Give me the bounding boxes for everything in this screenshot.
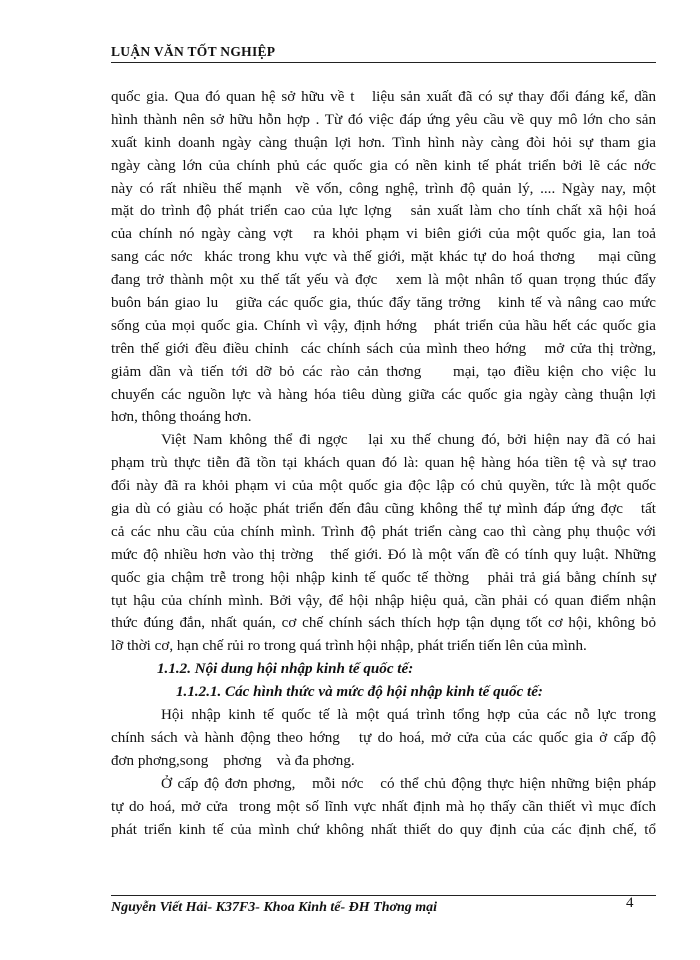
text-line: sang các nớc khác trong khu vực và thế giới, mặt khác tự do hoá thơng mại cũng — [111, 249, 656, 266]
text-line: cả các nhu cầu của chính mình. Trình độ phát triển càng cao thì càng phụ thuộc với — [111, 523, 656, 540]
text-line: xuất kinh doanh ngày càng thuận lợi hơn. Tình hình này càng đòi hỏi sự tham gia — [111, 134, 656, 151]
text-line: quốc gia. Qua đó quan hệ sở hữu về t liệu sản xuất đã có sự thay đổi đáng kể, dần — [111, 89, 656, 105]
text-line: đang trở thành một xu thế tất yếu và đợc xem là một nhân tố quan trọng thúc đẩy — [111, 272, 656, 289]
page-footer — [111, 900, 656, 916]
page-number: 4 — [626, 895, 634, 911]
text-line: gia dù có giàu có hoặc phát triển đến đâu cũng không thể tự mình đáp ứng đợc tất — [111, 501, 656, 518]
text-line: của chính nó ngày càng vợt ra khỏi phạm vi biên giới của một quốc gia, lan toả — [111, 226, 656, 243]
text-line: giảm dần và tiến tới dỡ bỏ các rào cản thơng mại, tạo điều kiện cho việc lu — [111, 363, 656, 380]
document-body — [111, 86, 656, 841]
footer-author: Nguyễn Viết Hải- K37F3- Khoa Kinh tế- ĐH Thơng mại — [111, 900, 438, 915]
subsection-heading: 1.1.2.1. Các hình thức và mức độ hội nhập kinh tế quốc tế: — [176, 684, 543, 701]
text-line: đổi này đã ra khỏi phạm vi của một quốc gia độc lập có chủ quyền, tức là một quốc — [111, 478, 656, 495]
text-line: này có rất nhiều thế mạnh về vốn, công nghệ, trình độ quản lý, .... Ngày nay, một — [111, 180, 656, 197]
text-line: đơn phơng,song phơng và đa phơng. — [111, 752, 355, 769]
text-line: lỡ thời cơ, hạn chế rủi ro trong quá trình hội nhập, phát triển tiến lên của mình. — [111, 638, 587, 655]
text-line: ngày càng lớn của chính phủ các quốc gia có nền kinh tế phát triển bởi lẽ các nớc — [111, 157, 656, 174]
text-line: Việt Nam không thể đi ngợc lại xu thế chung đó, bởi hiện nay đã có hai — [161, 432, 656, 449]
text-line: buôn bán giao lu giữa các quốc gia, thúc đẩy tăng trởng kinh tế và nâng cao mức — [111, 295, 656, 312]
header-title: LUẬN VĂN TỐT NGHIỆP — [111, 44, 276, 59]
text-line: chính sách và hành động theo hớng tự do hoá, mở cửa của các quốc gia ở cấp độ — [111, 729, 656, 746]
text-line: phát triển kinh tế của mình chứ không nhất thiết do quy định của các định chế, tổ — [111, 821, 656, 838]
text-line: hơn, thông thoáng hơn. — [111, 409, 252, 426]
text-line: Ở cấp độ đơn phơng, mỗi nớc có thể chủ động thực hiện những biện pháp — [161, 775, 656, 792]
text-line: tụt hậu của chính mình. Bởi vậy, để hội nhập hiệu quả, cần phải có quan điểm nhận — [111, 592, 656, 609]
text-line: mức độ nhiều hơn vào thị trờng thế giới. Đó là một vấn đề có tính quy luật. Những — [111, 546, 656, 563]
footer-divider — [111, 895, 656, 896]
text-line: mặt do trình độ phát triển cao của lực lợng sản xuất làm cho tính chất xã hội hoá — [111, 203, 656, 220]
text-line: thức đúng đắn, nhất quán, cơ chế chính sách thích hợp tận dụng tốt cơ hội, không bỏ — [111, 615, 656, 632]
page-header — [111, 44, 656, 63]
text-line: tự do hoá, mở cửa trong một số lĩnh vực nhất định mà họ thấy cần thiết vì mục đích — [111, 798, 656, 815]
text-line: trên thế giới đều điều chỉnh các chính sách của mình theo hớng mở cửa thị trờng, — [111, 340, 656, 357]
section-heading: 1.1.2. Nội dung hội nhập kinh tế quốc tế: — [157, 661, 414, 678]
text-line: chuyển các nguồn lực và hàng hóa tiêu dùng giữa các quốc gia ngày càng thuận lợi — [111, 386, 656, 403]
text-line: phạm trù thực tiễn đã tồn tại khách quan đó là: quan hệ hàng hóa tiền tệ và sự trao — [111, 455, 656, 472]
text-line: Hội nhập kinh tế quốc tế là một quá trình tổng hợp của các nỗ lực trong — [161, 707, 656, 724]
text-line: quốc gia chậm trễ trong hội nhập kinh tế quốc tế thờng phải trả giá bằng chính sự — [111, 569, 656, 586]
text-line: hình thành nên sở hữu hỗn hợp . Từ đó việc đáp ứng yêu cầu về quy mô lớn cho sản — [111, 111, 656, 128]
text-line: sống của mọi quốc gia. Chính vì vậy, định hớng phát triển của hầu hết các quốc gia — [111, 317, 656, 334]
